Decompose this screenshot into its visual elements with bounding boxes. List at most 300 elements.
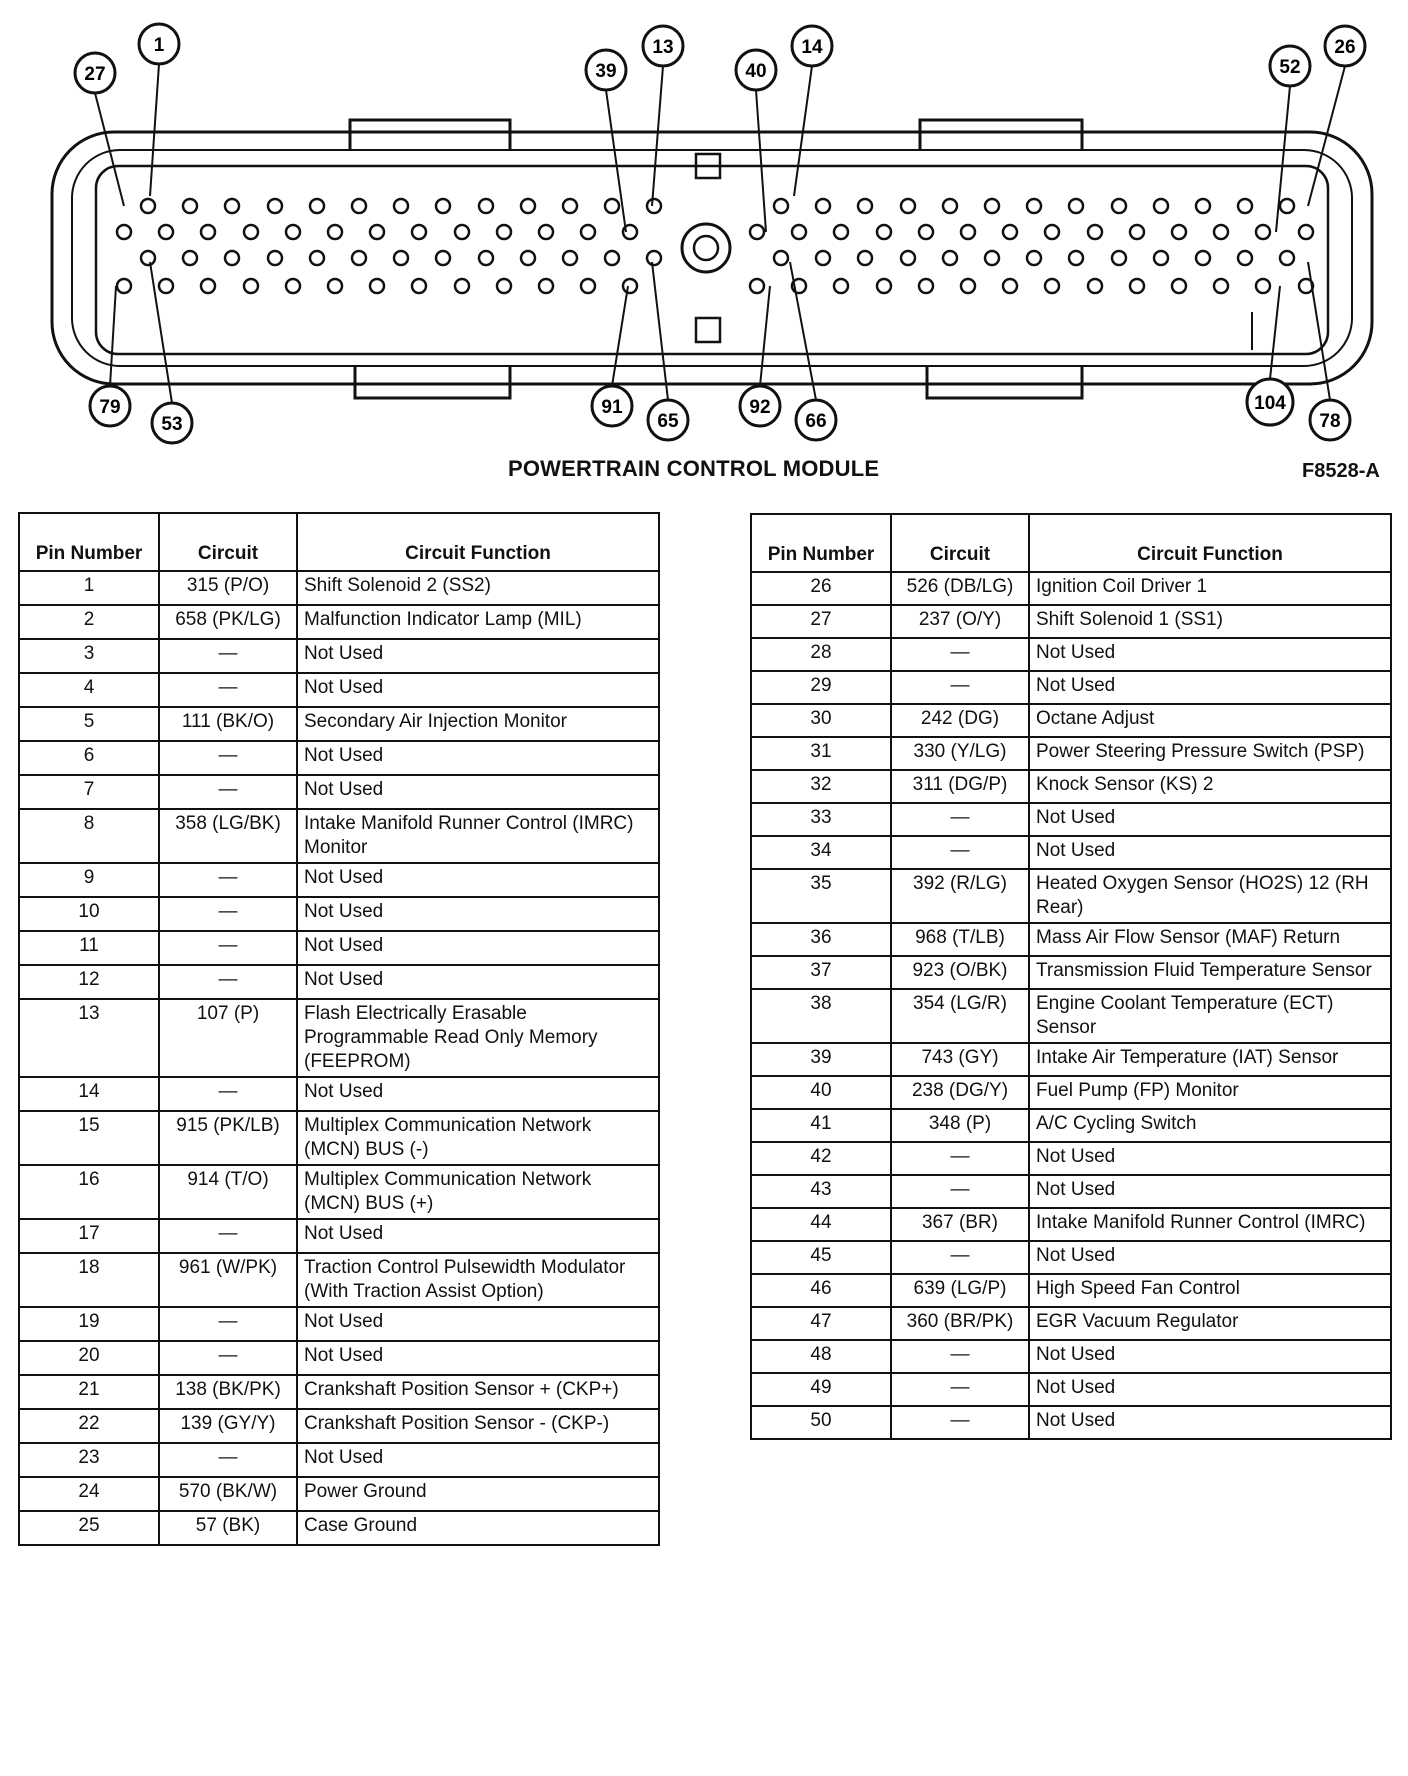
circuit-function-cell: Not Used bbox=[297, 1341, 659, 1375]
pin-hole bbox=[1256, 279, 1270, 293]
pin-hole bbox=[521, 251, 535, 265]
pin-hole bbox=[1299, 225, 1313, 239]
circuit-cell: — bbox=[159, 741, 297, 775]
pin-hole bbox=[436, 199, 450, 213]
circuit-cell: 392 (R/LG) bbox=[891, 869, 1029, 923]
circuit-function-cell: Intake Air Temperature (IAT) Sensor bbox=[1029, 1043, 1391, 1076]
circuit-cell: — bbox=[159, 1307, 297, 1341]
circuit-function-cell: Intake Manifold Runner Control (IMRC) Monitor bbox=[297, 809, 659, 863]
pin-number-cell: 10 bbox=[19, 897, 159, 931]
table-row bbox=[19, 1477, 659, 1511]
circuit-function-cell: Multiplex Communication Network (MCN) BUS (-) bbox=[297, 1111, 659, 1165]
pin-number-cell: 2 bbox=[19, 605, 159, 639]
pin-number-cell: 6 bbox=[19, 741, 159, 775]
circuit-function-cell: Not Used bbox=[297, 741, 659, 775]
circuit-function-cell: Not Used bbox=[1029, 1142, 1391, 1175]
circuit-function-cell: Not Used bbox=[1029, 638, 1391, 671]
circuit-function-cell: Ignition Coil Driver 1 bbox=[1029, 572, 1391, 605]
table-row bbox=[751, 869, 1391, 923]
circuit-function-cell: High Speed Fan Control bbox=[1029, 1274, 1391, 1307]
circuit-cell: — bbox=[159, 639, 297, 673]
table-row bbox=[751, 1406, 1391, 1439]
top-latch-left bbox=[350, 120, 510, 150]
circuit-function-cell: Not Used bbox=[1029, 671, 1391, 704]
pin-number-cell: 19 bbox=[19, 1307, 159, 1341]
table-row bbox=[751, 956, 1391, 989]
pin-hole bbox=[581, 225, 595, 239]
callout-leader-line bbox=[1308, 262, 1330, 400]
pin-hole bbox=[394, 251, 408, 265]
pin-hole bbox=[539, 225, 553, 239]
table-row bbox=[751, 1208, 1391, 1241]
circuit-cell: 367 (BR) bbox=[891, 1208, 1029, 1241]
callout-leader-line bbox=[150, 64, 159, 196]
table-row bbox=[19, 1443, 659, 1477]
table-row bbox=[751, 989, 1391, 1043]
circuit-function-cell: Engine Coolant Temperature (ECT) Sensor bbox=[1029, 989, 1391, 1043]
table-row bbox=[19, 1375, 659, 1409]
pin-hole bbox=[943, 251, 957, 265]
pin-number-cell: 39 bbox=[751, 1043, 891, 1076]
callout-label: 14 bbox=[801, 37, 823, 58]
header-circuit-function: Circuit Function bbox=[297, 513, 659, 571]
circuit-function-cell: Not Used bbox=[1029, 1241, 1391, 1274]
circuit-function-cell: Not Used bbox=[1029, 836, 1391, 869]
pin-hole bbox=[412, 279, 426, 293]
pin-hole bbox=[1069, 251, 1083, 265]
table-row bbox=[19, 639, 659, 673]
circuit-cell: — bbox=[159, 1341, 297, 1375]
circuit-cell: 348 (P) bbox=[891, 1109, 1029, 1142]
circuit-cell: 743 (GY) bbox=[891, 1043, 1029, 1076]
circuit-cell: 111 (BK/O) bbox=[159, 707, 297, 741]
circuit-function-cell: Not Used bbox=[297, 673, 659, 707]
circuit-function-cell: Not Used bbox=[1029, 1175, 1391, 1208]
pin-hole bbox=[225, 199, 239, 213]
circuit-cell: 526 (DB/LG) bbox=[891, 572, 1029, 605]
callout-label: 91 bbox=[601, 397, 623, 418]
pin-number-cell: 15 bbox=[19, 1111, 159, 1165]
circuit-cell: — bbox=[891, 803, 1029, 836]
callout-leader-line bbox=[110, 286, 116, 386]
circuit-cell: — bbox=[159, 965, 297, 999]
pin-hole bbox=[479, 251, 493, 265]
pin-hole bbox=[877, 279, 891, 293]
callout-leader-line bbox=[652, 66, 663, 206]
circuit-function-cell: Power Ground bbox=[297, 1477, 659, 1511]
pin-hole bbox=[834, 225, 848, 239]
pin-number-cell: 27 bbox=[751, 605, 891, 638]
callout-label: 1 bbox=[153, 35, 165, 56]
pin-table-left bbox=[18, 512, 660, 1546]
pin-hole bbox=[286, 225, 300, 239]
circuit-function-cell: Heated Oxygen Sensor (HO2S) 12 (RH Rear) bbox=[1029, 869, 1391, 923]
header-pin-number: Pin Number bbox=[19, 513, 159, 571]
pin-number-cell: 4 bbox=[19, 673, 159, 707]
table-row bbox=[751, 1373, 1391, 1406]
circuit-function-cell: Multiplex Communication Network (MCN) BUS (+) bbox=[297, 1165, 659, 1219]
table-row bbox=[19, 1165, 659, 1219]
callout-label: 40 bbox=[745, 61, 767, 82]
pin-hole bbox=[310, 199, 324, 213]
pin-hole bbox=[1027, 199, 1041, 213]
table-row bbox=[19, 931, 659, 965]
table-row bbox=[751, 1142, 1391, 1175]
pin-hole bbox=[521, 199, 535, 213]
pin-hole bbox=[605, 251, 619, 265]
figure-code: F8528-A bbox=[1302, 460, 1380, 482]
circuit-cell: 639 (LG/P) bbox=[891, 1274, 1029, 1307]
table-row bbox=[751, 1043, 1391, 1076]
pin-hole bbox=[919, 279, 933, 293]
circuit-function-cell: Not Used bbox=[297, 1219, 659, 1253]
pin-number-cell: 22 bbox=[19, 1409, 159, 1443]
pin-number-cell: 33 bbox=[751, 803, 891, 836]
table-row bbox=[751, 572, 1391, 605]
pin-hole bbox=[961, 279, 975, 293]
pin-hole bbox=[412, 225, 426, 239]
pin-hole bbox=[919, 225, 933, 239]
pin-hole bbox=[1003, 279, 1017, 293]
pin-number-cell: 5 bbox=[19, 707, 159, 741]
pin-hole bbox=[901, 199, 915, 213]
pin-hole bbox=[244, 225, 258, 239]
pin-hole bbox=[328, 225, 342, 239]
table-row bbox=[19, 999, 659, 1077]
callout-label: 104 bbox=[1254, 393, 1286, 414]
circuit-function-cell: Not Used bbox=[297, 965, 659, 999]
bottom-key bbox=[696, 318, 720, 342]
callout-label: 79 bbox=[99, 397, 121, 418]
pin-hole bbox=[201, 225, 215, 239]
pin-hole bbox=[1154, 199, 1168, 213]
circuit-function-cell: Transmission Fluid Temperature Sensor bbox=[1029, 956, 1391, 989]
table-row bbox=[19, 605, 659, 639]
circuit-cell: — bbox=[159, 931, 297, 965]
pin-hole bbox=[1256, 225, 1270, 239]
circuit-cell: 570 (BK/W) bbox=[159, 1477, 297, 1511]
circuit-function-cell: Not Used bbox=[297, 897, 659, 931]
circuit-function-cell: A/C Cycling Switch bbox=[1029, 1109, 1391, 1142]
callout-label: 53 bbox=[161, 414, 183, 435]
pin-hole bbox=[455, 225, 469, 239]
pin-hole bbox=[943, 199, 957, 213]
circuit-function-cell: Power Steering Pressure Switch (PSP) bbox=[1029, 737, 1391, 770]
pin-number-cell: 46 bbox=[751, 1274, 891, 1307]
pin-hole bbox=[1214, 279, 1228, 293]
circuit-function-cell: Not Used bbox=[1029, 803, 1391, 836]
circuit-cell: 358 (LG/BK) bbox=[159, 809, 297, 863]
table-row bbox=[751, 704, 1391, 737]
table-row bbox=[19, 1111, 659, 1165]
pin-hole bbox=[985, 251, 999, 265]
pin-number-cell: 38 bbox=[751, 989, 891, 1043]
pin-hole bbox=[159, 225, 173, 239]
callout-label: 66 bbox=[805, 411, 827, 432]
circuit-cell: — bbox=[891, 1175, 1029, 1208]
table-row bbox=[19, 1307, 659, 1341]
pin-number-cell: 21 bbox=[19, 1375, 159, 1409]
pin-hole bbox=[479, 199, 493, 213]
circuit-function-cell: Not Used bbox=[297, 775, 659, 809]
table-row bbox=[19, 673, 659, 707]
pin-number-cell: 25 bbox=[19, 1511, 159, 1545]
circuit-cell: 360 (BR/PK) bbox=[891, 1307, 1029, 1340]
pin-hole bbox=[352, 251, 366, 265]
pin-hole bbox=[1027, 251, 1041, 265]
pin-hole bbox=[647, 251, 661, 265]
pin-hole bbox=[1196, 199, 1210, 213]
circuit-cell: — bbox=[159, 673, 297, 707]
circuit-function-cell: Shift Solenoid 2 (SS2) bbox=[297, 571, 659, 605]
pin-number-cell: 26 bbox=[751, 572, 891, 605]
pin-hole bbox=[1172, 279, 1186, 293]
pin-hole bbox=[750, 279, 764, 293]
pin-number-cell: 36 bbox=[751, 923, 891, 956]
pin-hole bbox=[816, 199, 830, 213]
pin-number-cell: 12 bbox=[19, 965, 159, 999]
callout-label: 39 bbox=[595, 61, 617, 82]
table-row bbox=[19, 741, 659, 775]
table-row bbox=[751, 803, 1391, 836]
pin-hole bbox=[183, 251, 197, 265]
circuit-function-cell: Not Used bbox=[1029, 1406, 1391, 1439]
pin-hole bbox=[141, 199, 155, 213]
pin-number-cell: 37 bbox=[751, 956, 891, 989]
pin-hole bbox=[244, 279, 258, 293]
circuit-cell: 658 (PK/LG) bbox=[159, 605, 297, 639]
circuit-cell: 315 (P/O) bbox=[159, 571, 297, 605]
pin-number-cell: 9 bbox=[19, 863, 159, 897]
circuit-cell: 311 (DG/P) bbox=[891, 770, 1029, 803]
pin-hole bbox=[792, 225, 806, 239]
table-row bbox=[19, 1219, 659, 1253]
circuit-cell: — bbox=[891, 671, 1029, 704]
table-row bbox=[751, 1241, 1391, 1274]
pin-hole bbox=[268, 251, 282, 265]
circuit-cell: — bbox=[891, 1373, 1029, 1406]
pin-number-cell: 45 bbox=[751, 1241, 891, 1274]
pin-hole bbox=[370, 279, 384, 293]
pin-hole bbox=[328, 279, 342, 293]
pin-number-cell: 7 bbox=[19, 775, 159, 809]
connector-diagram bbox=[0, 0, 1408, 490]
circuit-function-cell: Not Used bbox=[297, 863, 659, 897]
pin-hole bbox=[1112, 251, 1126, 265]
callout-leader-line bbox=[760, 286, 770, 386]
circuit-function-cell: Crankshaft Position Sensor - (CKP-) bbox=[297, 1409, 659, 1443]
pin-number-cell: 16 bbox=[19, 1165, 159, 1219]
pin-hole bbox=[1088, 279, 1102, 293]
pin-hole bbox=[834, 279, 848, 293]
circuit-cell: 968 (T/LB) bbox=[891, 923, 1029, 956]
pin-hole bbox=[268, 199, 282, 213]
table-row bbox=[19, 775, 659, 809]
pin-hole bbox=[141, 251, 155, 265]
pin-number-cell: 43 bbox=[751, 1175, 891, 1208]
pin-number-cell: 11 bbox=[19, 931, 159, 965]
diagram-title: POWERTRAIN CONTROL MODULE bbox=[508, 456, 880, 481]
pin-number-cell: 48 bbox=[751, 1340, 891, 1373]
circuit-cell: 238 (DG/Y) bbox=[891, 1076, 1029, 1109]
circuit-function-cell: Mass Air Flow Sensor (MAF) Return bbox=[1029, 923, 1391, 956]
circuit-function-cell: Not Used bbox=[297, 639, 659, 673]
pin-hole bbox=[455, 279, 469, 293]
circuit-cell: — bbox=[891, 1241, 1029, 1274]
pin-number-cell: 1 bbox=[19, 571, 159, 605]
bottom-latch-left bbox=[355, 366, 510, 398]
pin-number-cell: 35 bbox=[751, 869, 891, 923]
pin-number-cell: 24 bbox=[19, 1477, 159, 1511]
pin-number-cell: 50 bbox=[751, 1406, 891, 1439]
pin-hole bbox=[117, 225, 131, 239]
callout-label: 78 bbox=[1319, 411, 1341, 432]
table-row bbox=[19, 707, 659, 741]
center-bolt-outer bbox=[682, 224, 730, 272]
table-row bbox=[19, 897, 659, 931]
pin-hole bbox=[497, 225, 511, 239]
pin-hole bbox=[581, 279, 595, 293]
table-row bbox=[19, 1341, 659, 1375]
circuit-function-cell: Shift Solenoid 1 (SS1) bbox=[1029, 605, 1391, 638]
header-pin-number: Pin Number bbox=[751, 514, 891, 572]
callout-label: 27 bbox=[84, 64, 106, 85]
table-row bbox=[19, 1409, 659, 1443]
circuit-cell: — bbox=[159, 775, 297, 809]
table-row bbox=[751, 1175, 1391, 1208]
table-row bbox=[19, 1253, 659, 1307]
circuit-cell: 923 (O/BK) bbox=[891, 956, 1029, 989]
pin-hole bbox=[961, 225, 975, 239]
circuit-function-cell: Traction Control Pulsewidth Modulator (With Traction Assist Option) bbox=[297, 1253, 659, 1307]
pin-hole bbox=[1214, 225, 1228, 239]
circuit-cell: 242 (DG) bbox=[891, 704, 1029, 737]
callout-label: 52 bbox=[1279, 57, 1301, 78]
circuit-function-cell: Not Used bbox=[297, 1307, 659, 1341]
pin-hole bbox=[183, 199, 197, 213]
circuit-cell: 914 (T/O) bbox=[159, 1165, 297, 1219]
circuit-cell: 57 (BK) bbox=[159, 1511, 297, 1545]
pin-hole bbox=[352, 199, 366, 213]
table-row bbox=[751, 605, 1391, 638]
pin-hole bbox=[647, 199, 661, 213]
circuit-cell: 961 (W/PK) bbox=[159, 1253, 297, 1307]
table-row bbox=[751, 638, 1391, 671]
circuit-cell: 915 (PK/LB) bbox=[159, 1111, 297, 1165]
pin-hole bbox=[394, 199, 408, 213]
pin-hole bbox=[286, 279, 300, 293]
table-row bbox=[751, 1274, 1391, 1307]
pin-hole bbox=[623, 279, 637, 293]
table-row bbox=[751, 836, 1391, 869]
pin-hole bbox=[1045, 225, 1059, 239]
pin-number-cell: 20 bbox=[19, 1341, 159, 1375]
table-row bbox=[751, 770, 1391, 803]
pin-number-cell: 30 bbox=[751, 704, 891, 737]
circuit-function-cell: Not Used bbox=[297, 1077, 659, 1111]
circuit-cell: 138 (BK/PK) bbox=[159, 1375, 297, 1409]
pin-hole bbox=[1130, 279, 1144, 293]
circuit-function-cell: Case Ground bbox=[297, 1511, 659, 1545]
table-row bbox=[751, 1307, 1391, 1340]
circuit-function-cell: Flash Electrically Erasable Programmable Read Only Memory (FEEPROM) bbox=[297, 999, 659, 1077]
circuit-cell: — bbox=[159, 1443, 297, 1477]
pin-hole bbox=[858, 199, 872, 213]
table-row bbox=[19, 1077, 659, 1111]
pin-number-cell: 49 bbox=[751, 1373, 891, 1406]
pin-hole bbox=[117, 279, 131, 293]
pin-number-cell: 17 bbox=[19, 1219, 159, 1253]
callout-label: 65 bbox=[657, 411, 679, 432]
pin-hole bbox=[1088, 225, 1102, 239]
table-row bbox=[19, 571, 659, 605]
pin-hole bbox=[1280, 251, 1294, 265]
pin-hole bbox=[225, 251, 239, 265]
pin-table-right bbox=[750, 513, 1392, 1440]
table-row bbox=[19, 1511, 659, 1545]
pin-number-cell: 42 bbox=[751, 1142, 891, 1175]
pin-hole bbox=[436, 251, 450, 265]
pin-number-cell: 41 bbox=[751, 1109, 891, 1142]
circuit-function-cell: Intake Manifold Runner Control (IMRC) bbox=[1029, 1208, 1391, 1241]
pin-hole bbox=[774, 251, 788, 265]
pin-hole bbox=[750, 225, 764, 239]
circuit-cell: 354 (LG/R) bbox=[891, 989, 1029, 1043]
pin-hole bbox=[901, 251, 915, 265]
pin-hole bbox=[1196, 251, 1210, 265]
pin-hole bbox=[497, 279, 511, 293]
pin-number-cell: 18 bbox=[19, 1253, 159, 1307]
pin-number-cell: 14 bbox=[19, 1077, 159, 1111]
table-row bbox=[751, 737, 1391, 770]
header-circuit: Circuit bbox=[159, 513, 297, 571]
circuit-cell: 330 (Y/LG) bbox=[891, 737, 1029, 770]
pin-hole bbox=[159, 279, 173, 293]
pin-hole bbox=[563, 251, 577, 265]
circuit-cell: — bbox=[891, 836, 1029, 869]
circuit-function-cell: Not Used bbox=[1029, 1340, 1391, 1373]
circuit-cell: — bbox=[891, 1406, 1029, 1439]
circuit-function-cell: EGR Vacuum Regulator bbox=[1029, 1307, 1391, 1340]
pin-number-cell: 8 bbox=[19, 809, 159, 863]
center-bolt-inner bbox=[694, 236, 718, 260]
callout-leader-line bbox=[612, 286, 628, 386]
pin-number-cell: 3 bbox=[19, 639, 159, 673]
circuit-cell: — bbox=[159, 897, 297, 931]
bottom-latch-right bbox=[927, 366, 1082, 398]
header-circuit: Circuit bbox=[891, 514, 1029, 572]
table-row bbox=[751, 1340, 1391, 1373]
pin-number-cell: 44 bbox=[751, 1208, 891, 1241]
callout-leader-line bbox=[756, 90, 766, 232]
circuit-function-cell: Knock Sensor (KS) 2 bbox=[1029, 770, 1391, 803]
pin-number-cell: 47 bbox=[751, 1307, 891, 1340]
circuit-cell: — bbox=[891, 1142, 1029, 1175]
table-row bbox=[19, 965, 659, 999]
pin-hole bbox=[1280, 199, 1294, 213]
pin-hole bbox=[774, 199, 788, 213]
pin-number-cell: 40 bbox=[751, 1076, 891, 1109]
pin-hole bbox=[1069, 199, 1083, 213]
pin-number-cell: 31 bbox=[751, 737, 891, 770]
callout-label: 92 bbox=[749, 397, 771, 418]
pin-number-cell: 13 bbox=[19, 999, 159, 1077]
pin-hole bbox=[605, 199, 619, 213]
pin-hole bbox=[310, 251, 324, 265]
circuit-function-cell: Malfunction Indicator Lamp (MIL) bbox=[297, 605, 659, 639]
circuit-cell: — bbox=[159, 1077, 297, 1111]
callout-leader-line bbox=[652, 262, 668, 400]
